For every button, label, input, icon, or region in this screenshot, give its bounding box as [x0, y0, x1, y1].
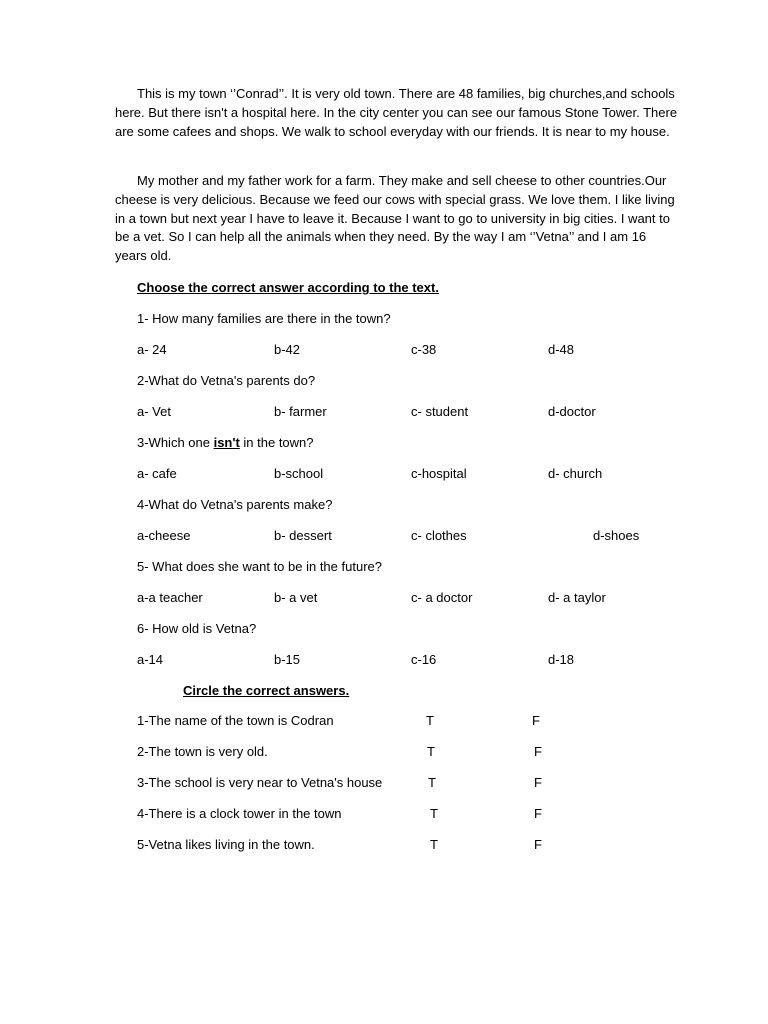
question-4-option-c[interactable]: c- clothes — [411, 528, 467, 543]
question-2-option-c[interactable]: c- student — [411, 404, 469, 419]
passage-paragraph-1 — [115, 85, 681, 141]
question-6-option-b[interactable]: b-15 — [274, 652, 301, 667]
question-2-option-d[interactable]: d-doctor — [548, 404, 596, 419]
statement-4-false[interactable]: F — [534, 806, 542, 821]
statement-5-false[interactable]: F — [534, 837, 542, 852]
question-1: 1- How many families are there in the town? — [137, 311, 391, 326]
question-3-text-before: 3-Which one — [137, 435, 214, 450]
question-2: 2-What do Vetna's parents do? — [137, 373, 316, 388]
question-6-option-c[interactable]: c-16 — [411, 652, 437, 667]
question-5-option-c[interactable]: c- a doctor — [411, 590, 473, 605]
statement-2: 2-The town is very old. — [137, 744, 268, 759]
question-3 — [137, 435, 314, 451]
statement-3-false[interactable]: F — [534, 775, 542, 790]
statement-5-true[interactable]: T — [430, 837, 438, 852]
paragraph-2-text: My mother and my father work for a farm. They make and sell cheese to other countries.Our cheese is very delicious. Because we feed our cows with special grass. We love them. I like living in a town but next year I have to leave it. Because I want to go to university in big cities. I want to be a vet. So I can help all the animals when they need. By the way I am ‘’Vetna’’ and I am 16 years old. — [115, 173, 675, 264]
statement-2-false[interactable]: F — [534, 744, 542, 759]
question-4-option-b[interactable]: b- dessert — [274, 528, 332, 543]
question-5: 5- What does she want to be in the future? — [137, 559, 382, 574]
statement-1-false[interactable]: F — [532, 713, 540, 728]
statement-3-true[interactable]: T — [428, 775, 436, 790]
question-1-option-c[interactable]: c-38 — [411, 342, 437, 357]
question-2-option-a[interactable]: a- Vet — [137, 404, 171, 419]
question-6-option-a[interactable]: a-14 — [137, 652, 164, 667]
statement-5: 5-Vetna likes living in the town. — [137, 837, 315, 852]
question-3-option-a[interactable]: a- cafe — [137, 466, 177, 481]
question-3-option-b[interactable]: b-school — [274, 466, 324, 481]
question-6-option-d[interactable]: d-18 — [548, 652, 575, 667]
statement-4-true[interactable]: T — [430, 806, 438, 821]
question-4-option-a[interactable]: a-cheese — [137, 528, 191, 543]
question-1-option-a[interactable]: a- 24 — [137, 342, 167, 357]
passage-paragraph-2 — [115, 172, 681, 266]
question-6: 6- How old is Vetna? — [137, 621, 257, 636]
statement-3: 3-The school is very near to Vetna's house — [137, 775, 383, 790]
question-5-option-d[interactable]: d- a taylor — [548, 590, 606, 605]
question-3-option-d[interactable]: d- church — [548, 466, 603, 481]
statement-4: 4-There is a clock tower in the town — [137, 806, 342, 821]
question-3-option-c[interactable]: c-hospital — [411, 466, 467, 481]
statement-1: 1-The name of the town is Codran — [137, 713, 334, 728]
paragraph-1-text: This is my town ‘’Conrad’’. It is very old town. There are 48 families, big churches,and schools here. But there isn't a hospital here. In the city center you can see our famous Stone Tower. There are some cafees and shops. We walk to school everyday with our friends. It is near to my house. — [115, 86, 678, 139]
question-4-option-d[interactable]: d-shoes — [593, 528, 640, 543]
question-3-emphasis: isn't — [213, 435, 240, 450]
question-4: 4-What do Vetna's parents make? — [137, 497, 333, 512]
question-5-option-b[interactable]: b- a vet — [274, 590, 318, 605]
question-1-option-b[interactable]: b-42 — [274, 342, 301, 357]
statement-1-true[interactable]: T — [426, 713, 434, 728]
section-1-heading: Choose the correct answer according to the text. — [137, 280, 439, 295]
section-2-heading: Circle the correct answers. — [183, 683, 350, 698]
statement-2-true[interactable]: T — [427, 744, 435, 759]
question-1-option-d[interactable]: d-48 — [548, 342, 575, 357]
question-5-option-a[interactable]: a-a teacher — [137, 590, 203, 605]
question-2-option-b[interactable]: b- farmer — [274, 404, 327, 419]
question-3-text-after: in the town? — [239, 435, 314, 450]
